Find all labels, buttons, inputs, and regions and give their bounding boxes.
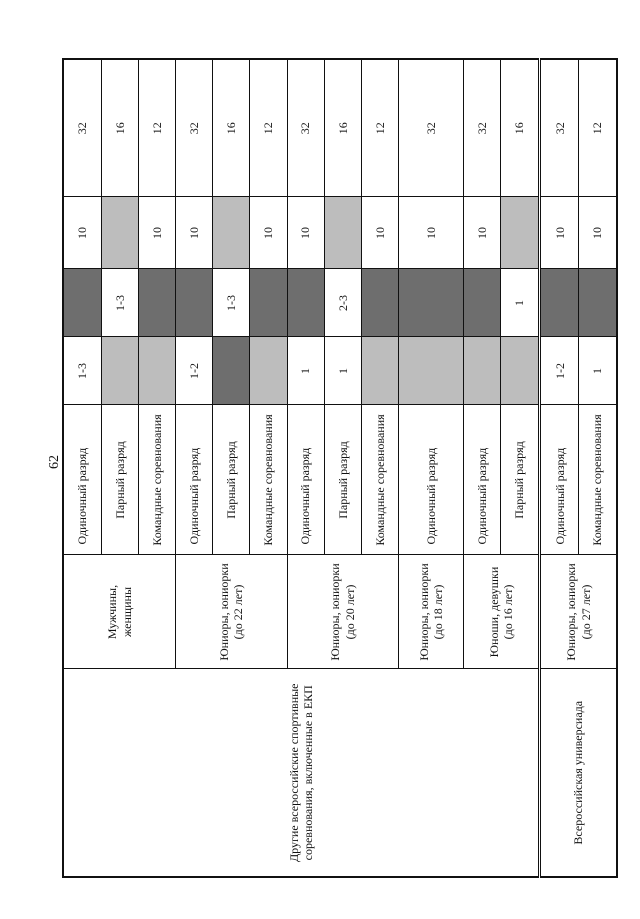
place-cell: 1	[579, 337, 617, 405]
discipline: Командные соревнования	[250, 405, 287, 555]
place-cell: 1	[287, 337, 324, 405]
place-cell: 1-3	[101, 269, 138, 337]
count-cell: 10	[540, 197, 579, 269]
count-cell: 10	[579, 197, 617, 269]
competition-name: Другие всероссийские спортивные соревнования, включенные в ЕКП	[63, 669, 540, 877]
age-group: Мужчины, женщины	[63, 555, 176, 669]
place-cell: 1-3	[63, 337, 101, 405]
table-row	[540, 59, 579, 877]
count-cell: 10	[399, 197, 464, 269]
age-group: Юноши, девушки (до 16 лет)	[463, 555, 539, 669]
place-cell	[361, 337, 398, 405]
count-cell: 10	[63, 197, 101, 269]
place-cell: 1	[324, 337, 361, 405]
place-cell	[138, 269, 175, 337]
place-cell	[250, 337, 287, 405]
age-group: Юниоры, юниорки (до 22 лет)	[176, 555, 288, 669]
count-cell: 12	[361, 59, 398, 197]
place-cell	[213, 337, 250, 405]
count-cell: 10	[138, 197, 175, 269]
place-cell	[501, 337, 540, 405]
place-cell	[101, 337, 138, 405]
count-cell: 32	[176, 59, 213, 197]
place-cell	[176, 269, 213, 337]
place-cell: 1-2	[176, 337, 213, 405]
count-cell: 12	[250, 59, 287, 197]
count-cell: 16	[501, 59, 540, 197]
count-cell: 32	[540, 59, 579, 197]
place-cell	[63, 269, 101, 337]
age-group: Юниоры, юниорки (до 18 лет)	[399, 555, 464, 669]
page-number: 62	[47, 455, 62, 469]
place-cell	[463, 269, 500, 337]
place-cell	[361, 269, 398, 337]
competition-name: Всероссийская универсиада	[540, 669, 617, 877]
count-cell: 16	[324, 59, 361, 197]
place-cell	[463, 337, 500, 405]
place-cell	[579, 269, 617, 337]
place-cell	[138, 337, 175, 405]
count-cell: 10	[176, 197, 213, 269]
count-cell	[101, 197, 138, 269]
place-cell: 1	[501, 269, 540, 337]
discipline: Одиночный разряд	[63, 405, 101, 555]
place-cell	[399, 337, 464, 405]
discipline: Парный разряд	[324, 405, 361, 555]
place-cell: 1-3	[213, 269, 250, 337]
place-cell	[250, 269, 287, 337]
discipline: Командные соревнования	[361, 405, 398, 555]
age-group: Юниоры, юниорки (до 27 лет)	[540, 555, 617, 669]
count-cell: 32	[287, 59, 324, 197]
place-cell: 2-3	[324, 269, 361, 337]
count-cell	[324, 197, 361, 269]
discipline: Одиночный разряд	[399, 405, 464, 555]
results-table	[62, 58, 618, 878]
place-cell: 1-2	[540, 337, 579, 405]
discipline: Одиночный разряд	[176, 405, 213, 555]
count-cell: 12	[138, 59, 175, 197]
discipline: Одиночный разряд	[540, 405, 579, 555]
count-cell: 32	[63, 59, 101, 197]
count-cell: 10	[287, 197, 324, 269]
count-cell: 12	[579, 59, 617, 197]
place-cell	[287, 269, 324, 337]
discipline: Одиночный разряд	[463, 405, 500, 555]
count-cell	[501, 197, 540, 269]
table-row	[63, 59, 101, 877]
place-cell	[399, 269, 464, 337]
place-cell	[540, 269, 579, 337]
discipline: Одиночный разряд	[287, 405, 324, 555]
count-cell: 32	[399, 59, 464, 197]
age-group: Юниоры, юниорки (до 20 лет)	[287, 555, 399, 669]
discipline: Парный разряд	[101, 405, 138, 555]
discipline: Парный разряд	[501, 405, 540, 555]
results-table-sheet	[62, 60, 618, 878]
count-cell: 16	[213, 59, 250, 197]
count-cell: 10	[250, 197, 287, 269]
count-cell: 10	[463, 197, 500, 269]
count-cell: 32	[463, 59, 500, 197]
count-cell: 10	[361, 197, 398, 269]
discipline: Парный разряд	[213, 405, 250, 555]
count-cell	[213, 197, 250, 269]
discipline: Командные соревнования	[579, 405, 617, 555]
discipline: Командные соревнования	[138, 405, 175, 555]
count-cell: 16	[101, 59, 138, 197]
